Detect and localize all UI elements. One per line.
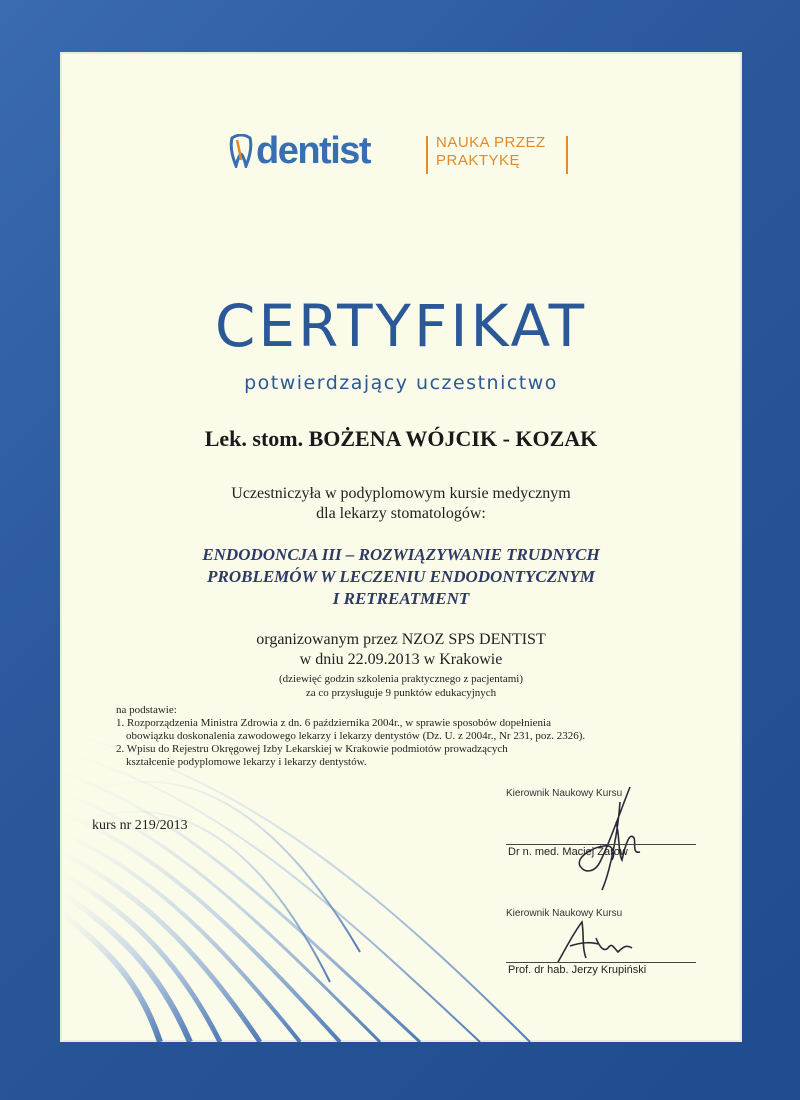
course-title — [60, 544, 742, 610]
organizer-block — [60, 630, 742, 670]
recipient-name: Lek. stom. BOŻENA WÓJCIK - KOZAK — [204, 426, 598, 451]
signature-1-line — [506, 844, 696, 845]
logo-divider-end — [566, 136, 568, 174]
certificate-paper — [60, 52, 742, 1042]
basis-item-1: 1. Rozporządzenia Ministra Zdrowia z dn. 6 października 2004r., w sprawie sposobów dopełnienia — [116, 717, 551, 729]
date-place-line: w dniu 22.09.2013 w Krakowie — [299, 651, 503, 668]
logo-tagline — [436, 134, 566, 170]
certificate-subtitle: potwierdzający uczestnictwo — [244, 372, 558, 394]
logo-divider — [426, 136, 428, 174]
signature-2-label: Kierownik Naukowy Kursu — [506, 908, 623, 919]
points-note: za co przysługuje 9 punktów edukacyjnych — [305, 687, 497, 699]
hours-block — [60, 672, 742, 700]
basis-item-2-cont: kształcenie podyplomowe lekarzy i lekarzy dentystów. — [126, 756, 367, 768]
certificate-title: CERTYFIKAT — [214, 292, 588, 360]
course-number: kurs nr 219/2013 — [92, 818, 188, 833]
basis-heading: na podstawie: — [116, 704, 177, 716]
tagline-line-1: NAUKA PRZEZ — [436, 134, 546, 151]
dentist-logo — [228, 130, 588, 180]
signature-1-name: Dr n. med. Maciej Żarow — [508, 846, 628, 858]
signature-1-label: Kierownik Naukowy Kursu — [506, 788, 623, 799]
intro-line-1: Uczestniczyła w podyplomowym kursie medycznym — [231, 485, 571, 502]
signature-2-name: Prof. dr hab. Jerzy Krupiński — [508, 964, 647, 976]
tagline-line-2: PRAKTYKĘ — [436, 152, 521, 169]
legal-basis — [116, 704, 676, 769]
basis-item-2: 2. Wpisu do Rejestru Okręgowej Izby Lekarskiej w Krakowie podmiotów prowadzących — [116, 743, 508, 755]
intro-line-2: dla lekarzy stomatologów: — [316, 505, 486, 522]
course-line-2: PROBLEMÓW W LECZENIU ENDODONTYCZNYM — [207, 567, 595, 586]
intro-text — [60, 484, 742, 524]
basis-item-1-cont: obowiązku doskonalenia zawodowego lekarzy i lekarzy dentystów (Dz. U. z 2004r., Nr 231, poz. 2326). — [126, 730, 586, 742]
signature-2-line — [506, 962, 696, 963]
course-line-3: I RETREATMENT — [332, 589, 470, 608]
tooth-icon — [228, 134, 254, 168]
signature-2-scribble — [552, 918, 642, 966]
signature-1-scribble — [560, 782, 660, 892]
course-line-1: ENDODONCJA III – ROZWIĄZYWANIE TRUDNYCH — [202, 545, 600, 564]
logo-wordmark: dentist — [256, 130, 371, 172]
organizer-line: organizowanym przez NZOZ SPS DENTIST — [256, 631, 546, 648]
hours-note: (dziewięć godzin szkolenia praktycznego z pacjentami) — [278, 673, 524, 685]
